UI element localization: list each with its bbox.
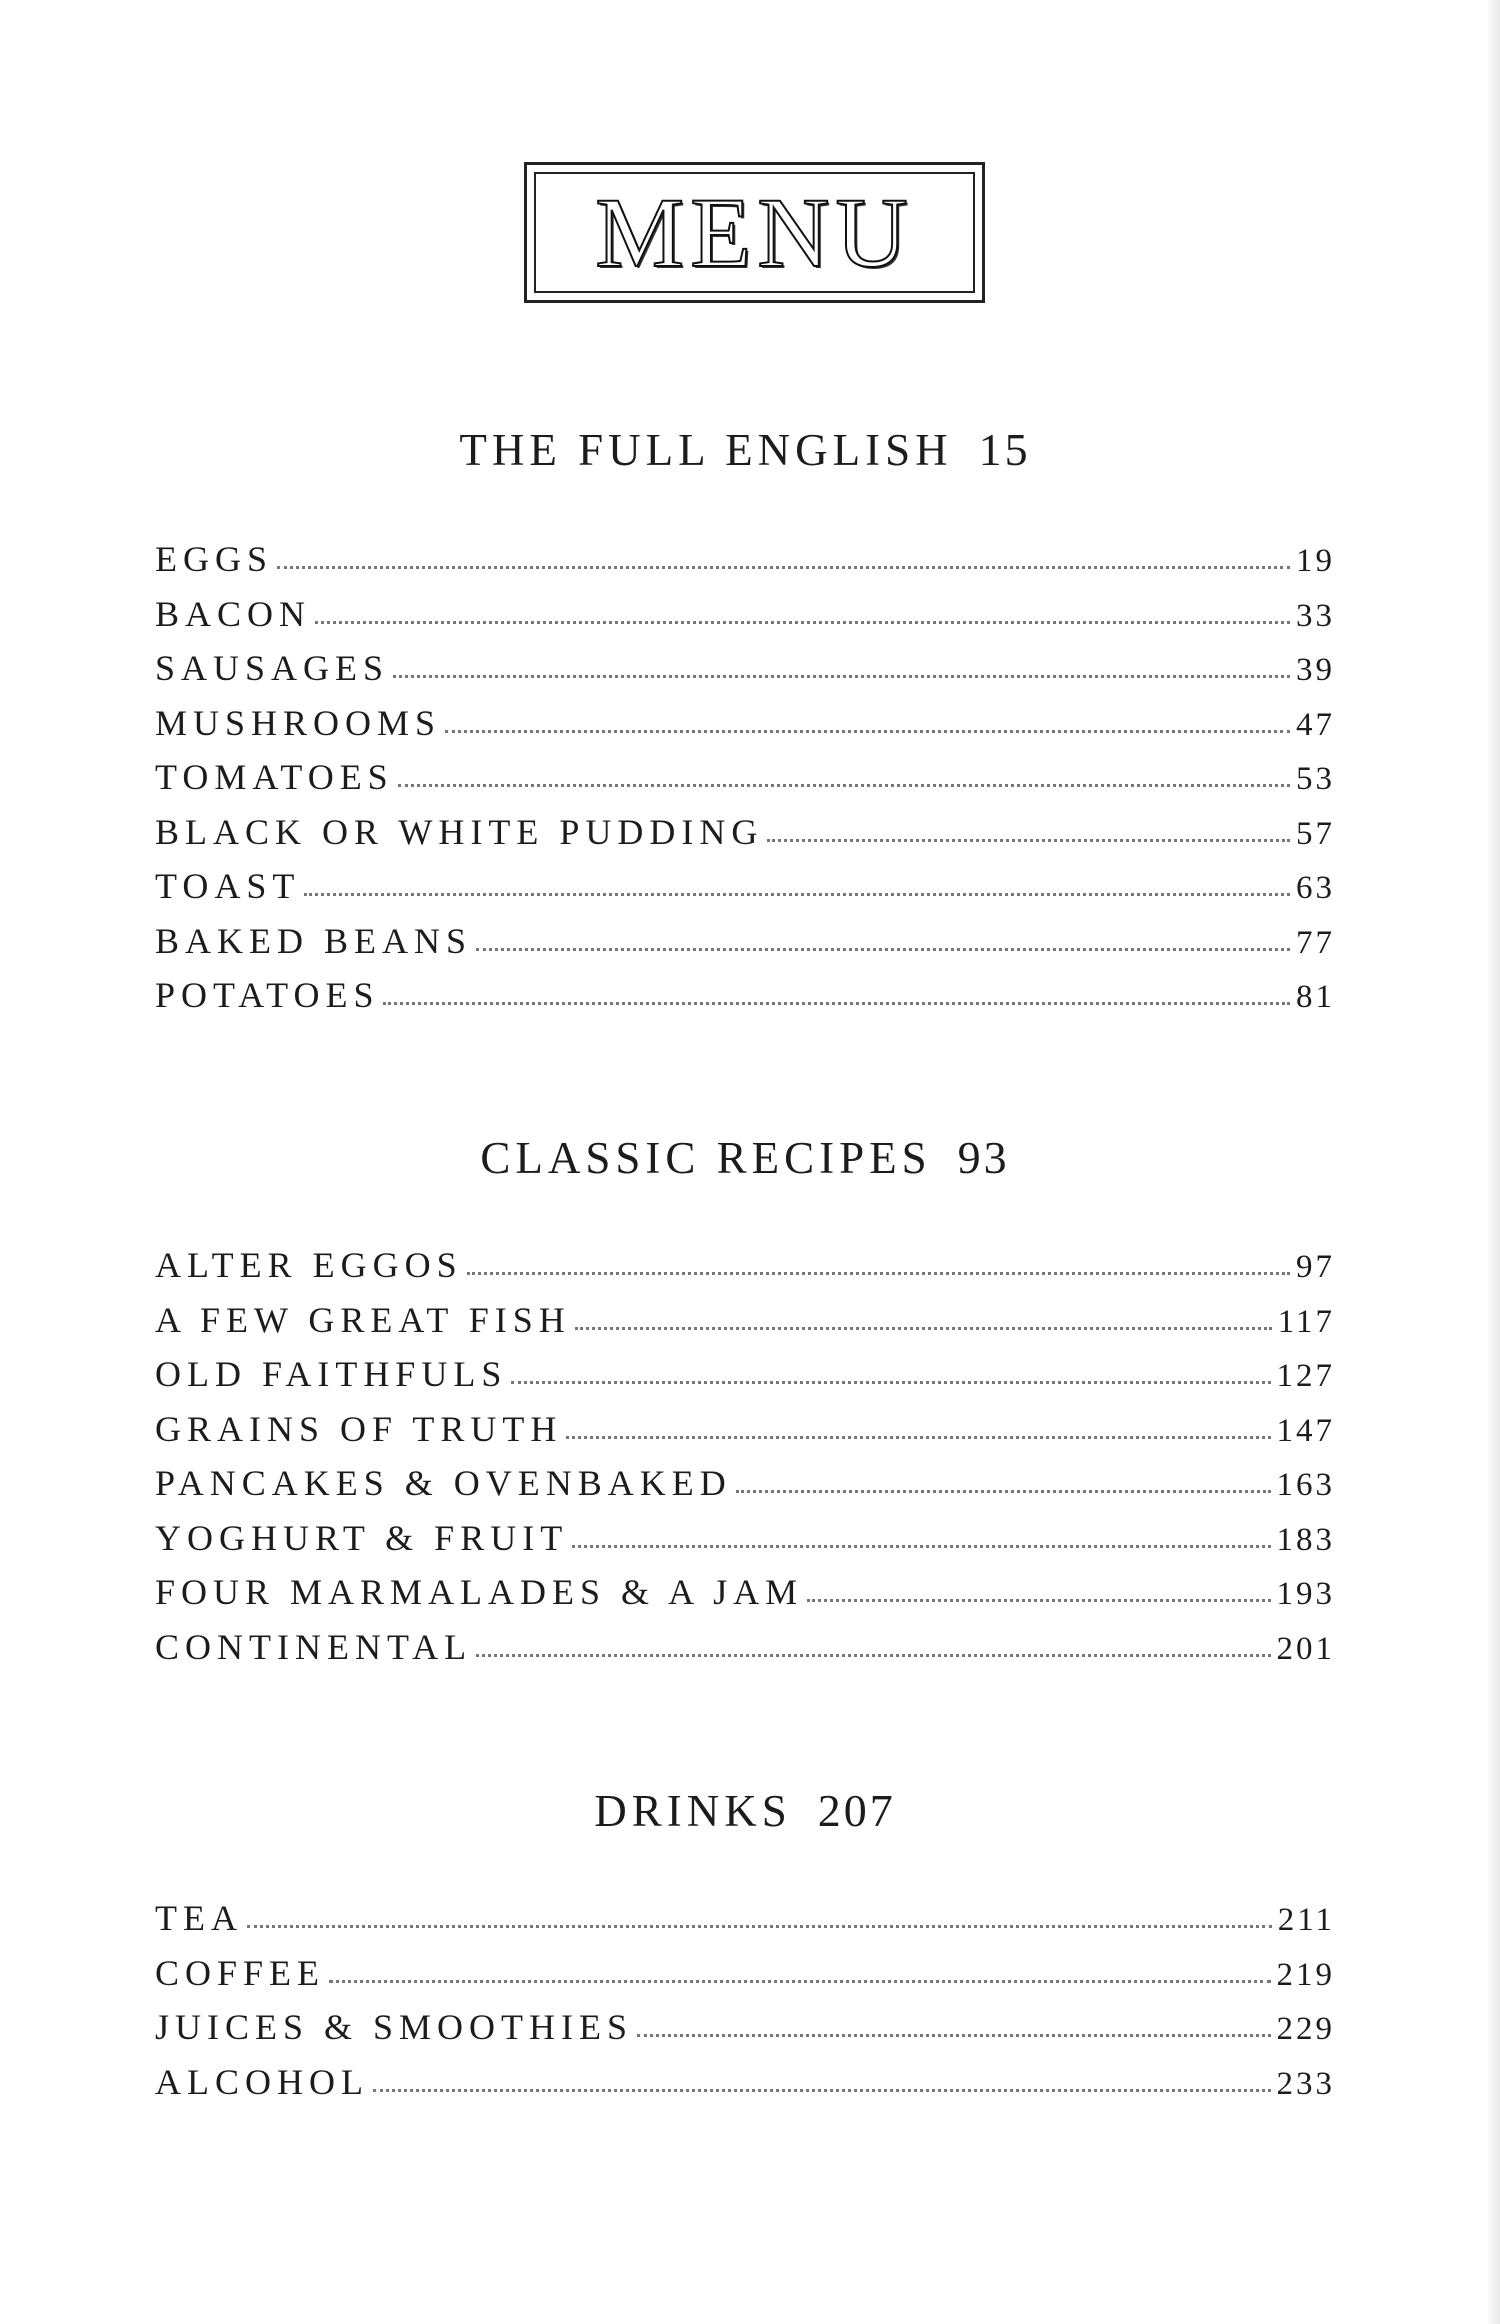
dot-leader xyxy=(247,1925,1272,1928)
section-heading[interactable] xyxy=(155,420,1335,480)
toc-entry[interactable] xyxy=(155,1626,1335,1681)
dot-leader xyxy=(511,1381,1270,1384)
toc-entry[interactable] xyxy=(155,974,1335,1029)
toc-entry-page: 233 xyxy=(1276,2065,1335,2102)
menu-title-frame xyxy=(524,162,985,303)
dot-leader xyxy=(476,948,1290,951)
dot-leader xyxy=(398,784,1290,787)
dot-leader xyxy=(393,675,1290,678)
toc-entry[interactable] xyxy=(155,593,1335,648)
section-entries xyxy=(155,1244,1335,1680)
dot-leader xyxy=(329,1980,1270,1983)
toc-entry-page: 127 xyxy=(1276,1358,1335,1394)
toc-entry[interactable] xyxy=(155,1897,1335,1952)
toc-entry-label: BLACK OR WHITE PUDDING xyxy=(155,811,764,852)
toc-entry-label: TEA xyxy=(155,1898,243,1938)
toc-entry[interactable] xyxy=(155,647,1335,702)
toc-entry-page: 47 xyxy=(1296,706,1335,743)
toc-entry-label: ALTER EGGOS xyxy=(155,1245,463,1285)
section-drinks xyxy=(155,1781,1335,2102)
toc-entry-page: 201 xyxy=(1276,1630,1335,1667)
dot-leader xyxy=(373,2089,1271,2092)
toc-entry-page: 163 xyxy=(1276,1467,1335,1503)
dot-leader xyxy=(736,1490,1271,1493)
section-heading-title: CLASSIC RECIPES xyxy=(480,1133,932,1183)
toc-entry-label: OLD FAITHFULS xyxy=(155,1354,508,1394)
section-full-english xyxy=(155,420,1335,1015)
section-heading[interactable] xyxy=(155,1128,1335,1188)
toc-entry-label: BACON xyxy=(155,593,312,634)
section-heading-page: 93 xyxy=(957,1132,1010,1183)
toc-entry-label: A FEW GREAT FISH xyxy=(155,1299,571,1340)
toc-entry-label: TOMATOES xyxy=(155,757,394,797)
dot-leader xyxy=(575,1327,1272,1330)
toc-entry[interactable] xyxy=(155,2061,1335,2116)
toc-entry-page: 63 xyxy=(1296,870,1335,906)
toc-entry-page: 219 xyxy=(1276,1956,1335,1993)
toc-entry-page: 39 xyxy=(1296,652,1335,688)
toc-entry[interactable] xyxy=(155,1299,1335,1354)
toc-entry-label: FOUR MARMALADES & A JAM xyxy=(155,1572,804,1612)
toc-entry-page: 81 xyxy=(1296,979,1335,1015)
section-entries xyxy=(155,538,1335,1029)
toc-entry-label: BAKED BEANS xyxy=(155,920,473,961)
section-heading-page: 207 xyxy=(817,1785,896,1836)
toc-entry[interactable] xyxy=(155,2006,1335,2061)
toc-entry-page: 33 xyxy=(1296,597,1335,634)
page-edge-shadow xyxy=(1486,0,1500,2324)
dot-leader xyxy=(315,621,1290,624)
toc-entry-label: EGGS xyxy=(155,539,274,579)
dot-leader xyxy=(304,893,1290,896)
toc-entry-label: YOGHURT & FRUIT xyxy=(155,1517,569,1558)
toc-entry-label: GRAINS OF TRUTH xyxy=(155,1408,563,1449)
section-heading-page: 15 xyxy=(978,424,1031,475)
dot-leader xyxy=(467,1272,1290,1275)
toc-entry-page: 57 xyxy=(1296,815,1335,852)
toc-entry[interactable] xyxy=(155,1244,1335,1299)
toc-entry-label: JUICES & SMOOTHIES xyxy=(155,2007,634,2047)
dot-leader xyxy=(637,2034,1270,2037)
dot-leader xyxy=(277,566,1290,569)
dot-leader xyxy=(566,1436,1270,1439)
section-heading-title: DRINKS xyxy=(594,1786,792,1836)
toc-entry-page: 77 xyxy=(1296,924,1335,961)
toc-entry[interactable] xyxy=(155,1408,1335,1463)
toc-entry-label: MUSHROOMS xyxy=(155,702,442,743)
toc-entry[interactable] xyxy=(155,1353,1335,1408)
toc-entry-page: 229 xyxy=(1276,2011,1335,2047)
toc-entry-page: 97 xyxy=(1296,1249,1335,1285)
toc-entry[interactable] xyxy=(155,865,1335,920)
toc-entry-page: 183 xyxy=(1276,1521,1335,1558)
menu-title: MENU xyxy=(595,176,914,288)
toc-entry[interactable] xyxy=(155,811,1335,866)
dot-leader xyxy=(767,839,1290,842)
toc-entry-page: 19 xyxy=(1296,543,1335,579)
toc-entry[interactable] xyxy=(155,1462,1335,1517)
toc-entry[interactable] xyxy=(155,920,1335,975)
toc-entry-page: 147 xyxy=(1276,1412,1335,1449)
toc-entry[interactable] xyxy=(155,1517,1335,1572)
dot-leader xyxy=(572,1545,1270,1548)
toc-entry-label: TOAST xyxy=(155,866,301,906)
section-entries xyxy=(155,1897,1335,2115)
dot-leader xyxy=(445,730,1290,733)
toc-entry-page: 193 xyxy=(1276,1576,1335,1612)
toc-entry-page: 53 xyxy=(1296,761,1335,797)
toc-entry[interactable] xyxy=(155,538,1335,593)
section-classic-recipes xyxy=(155,1128,1335,1667)
toc-entry-label: SAUSAGES xyxy=(155,648,390,688)
section-heading-title: THE FULL ENGLISH xyxy=(459,425,953,475)
dot-leader xyxy=(476,1654,1270,1657)
toc-entry-label: ALCOHOL xyxy=(155,2061,369,2102)
dot-leader xyxy=(807,1599,1270,1602)
section-heading[interactable] xyxy=(155,1781,1335,1841)
dot-leader xyxy=(383,1002,1290,1005)
toc-entry-page: 211 xyxy=(1277,1902,1335,1938)
menu-title-inner-frame xyxy=(534,172,975,293)
toc-entry-label: COFFEE xyxy=(155,1952,326,1993)
toc-entry-label: PANCAKES & OVENBAKED xyxy=(155,1463,732,1503)
toc-entry-label: POTATOES xyxy=(155,975,380,1015)
toc-entry[interactable] xyxy=(155,702,1335,757)
toc-entry-label: CONTINENTAL xyxy=(155,1626,473,1667)
toc-entry[interactable] xyxy=(155,756,1335,811)
toc-entry[interactable] xyxy=(155,1571,1335,1626)
toc-entry[interactable] xyxy=(155,1952,1335,2007)
toc-entry-page: 117 xyxy=(1277,1303,1335,1340)
